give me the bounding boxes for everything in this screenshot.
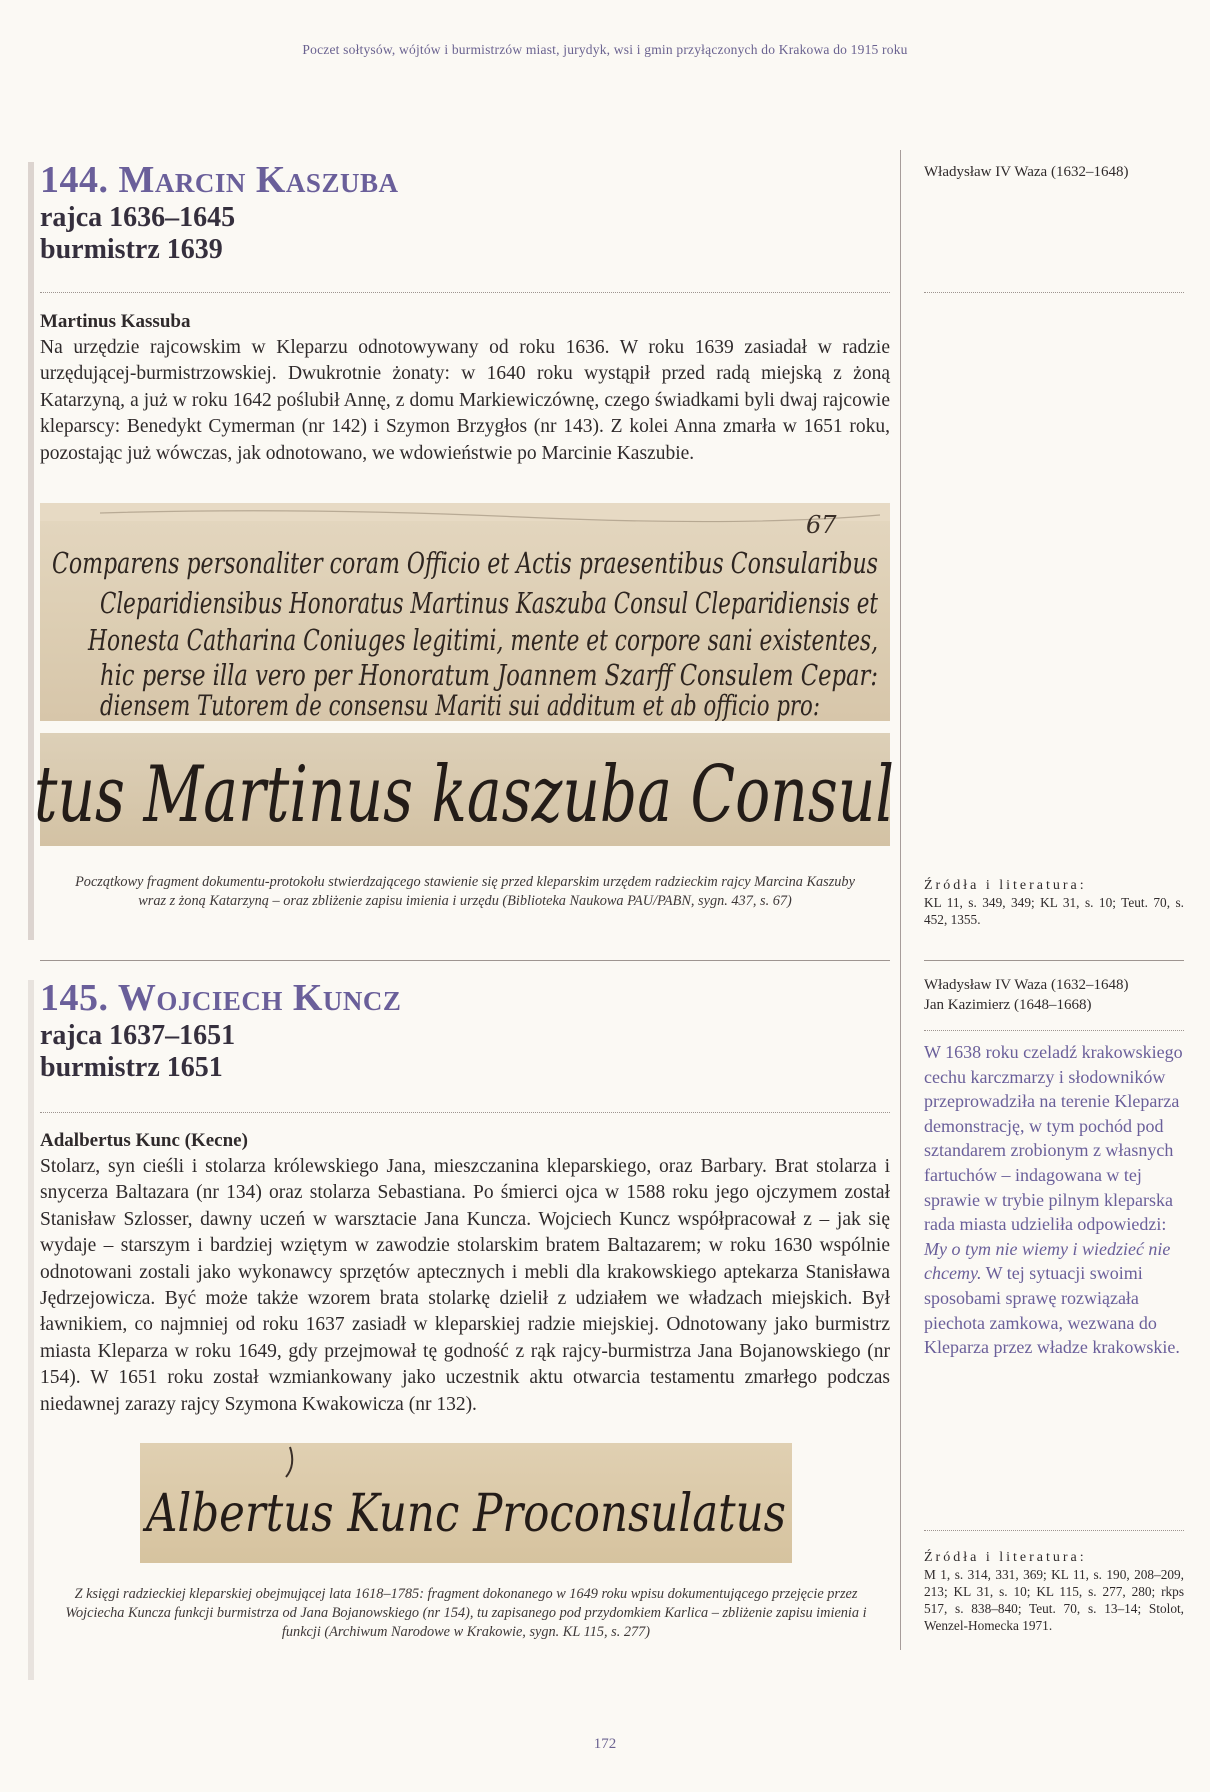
entry-145 (40, 976, 890, 1084)
sidebar-sources-145 (924, 1550, 1184, 1634)
biography-text: Stolarz, syn cieśli i stolarza królewskiego Jana, mieszczanina kleparskiego, oraz Barbary. Brat stolarza i snycerza Baltazara (nr 134) oraz stolarza Sebastiana. Po śmierci ojca w 1588 roku jego ojczymem został Stanisław Szlosser, dawny uczeń w warsztacie Jana Kuncza. Wojciech Kuncz współpracował z – jak się wydaje – starszym i bardziej wziętym w zawodzie stolarskim bratem Baltazarem; w roku 1630 wspólnie odnotowani zostali jako wykonawcy sprzętów aptecznych i mebli dla krakowskiego aptekarza Stanisława Jędrzejowicza. Być może także wzorem brata stolarkę dzielił z udziałem we władzach miejskich. Był ławnikiem, co najmniej od roku 1637 zasiadł w kleparskiej radzie miejskiej. Odnotowany jako burmistrz miasta Kleparza w roku 1649, gdy przejmował tę godność z rąk rajcy-burmistrza Jana Bojanowskiego (nr 154). W 1651 roku został wzmiankowany jako uczestnik aktu otwarcia testamentu zmarłego podczas niedawnej zarazy rajcy Szymona Kwakowicza (nr 132). (40, 1156, 890, 1415)
dotted-divider (40, 292, 890, 293)
dotted-divider (40, 1112, 890, 1113)
page-number: 172 (593, 1736, 617, 1752)
manuscript-closeup (140, 1443, 792, 1563)
manuscript-page-mark: 67 (806, 511, 837, 539)
running-head: Poczet sołtysów, wójtów i burmistrzów miast, jurydyk, wsi i gmin przyłączonych do Krakowa do 1915 roku (302, 42, 908, 57)
manuscript-closeup-svg (140, 1443, 792, 1563)
biography-text: Na urzędzie rajcowskim w Kleparzu odnotowywany od roku 1636. W roku 1639 zasiadał w radzie urzędującej-burmistrzowskiej. Dwukrotnie żonaty: w 1640 roku wystąpił przed radą miejską z żoną Katarzyną, a już w roku 1642 poślubił Annę, z domu Markiewiczównę, czego świadkami byli dwaj rajcowie kleparscy: Benedykt Cymerman (nr 142) i Szymon Brzygłos (nr 143). Z kolei Anna zmarła w 1651 roku, pozostając już wówczas, jak odnotowano, we wdowieństwie po Marcinie Kaszubie. (40, 337, 890, 464)
sidebar-dotted-divider (924, 1030, 1184, 1031)
manuscript-line: Cleparidiensibus Honoratus Martinus Kaszuba Consul Cleparidiensis et (100, 586, 879, 620)
sources-heading: Źródła i literatura: (924, 1550, 1087, 1565)
sidebar-note-quote: My o tym nie wiemy i wiedzieć nie chcemy. (924, 1238, 1171, 1284)
sidebar-dotted-divider (924, 1530, 1184, 1531)
image-caption: Początkowy fragment dokumentu-protokołu stwierdzającego stawienie się przed kleparskim urzędem radzieckim rajcy Marcina Kaszuby wraz z żoną Katarzyną – oraz zbliżenie zapisu imienia i urzędu (Biblioteka Naukowa PAU/PABN, sygn. 437, s. 67) (75, 874, 855, 909)
manuscript-line: diensem Tutorem de consensu Mariti sui additum et ab officio pro: (100, 689, 820, 722)
entry-name: Marcin Kaszuba (118, 159, 399, 201)
entry-145-biography (40, 1128, 890, 1418)
image-caption: Z księgi radzieckiej kleparskiej obejmującej lata 1618–1785: fragment dokonanego w 1649 roku wpisu dokumentującego przejęcie przez Wojciecha Kuncza funkcji burmistrza od Jana Bojanowskiego (nr 154), tu zapisanego pod przydomkiem Karlica – zbliżenie zapisu imienia i funkcji (Archiwum Narodowe w Krakowie, sygn. KL 115, s. 277) (65, 1586, 867, 1640)
entry-144 (40, 158, 890, 266)
reign-line: Władysław IV Waza (1632–1648) (924, 164, 1129, 180)
sources-heading: Źródła i literatura: (924, 878, 1087, 893)
reign-line: Władysław IV Waza (1632–1648) (924, 977, 1129, 993)
office-line: rajca 1636–1645 (40, 202, 236, 233)
latin-name: Martinus Kassuba (40, 311, 191, 332)
sidebar-note-part: W tej sytuacji swoimi sposobami sprawę rozwiązała piechota zamkowa, wezwana do Kleparza przez władze krakowskie. (924, 1263, 1180, 1358)
manuscript-svg (40, 503, 890, 721)
manuscript-line: Comparens personaliter coram Officio et Actis praesentibus Consularibus (52, 546, 878, 580)
manuscript-closeup-text: Albertus Kunc Proconsulatus (142, 1484, 787, 1544)
sidebar-dotted-divider (924, 292, 1184, 293)
latin-name: Adalbertus Kunc (Kecne) (40, 1130, 248, 1151)
sidebar-sources-144 (924, 878, 1184, 928)
manuscript-line: hic perse illa vero per Honoratum Joannem Szarff Consulem Cepar: (100, 658, 878, 692)
office-line: burmistrz 1639 (40, 234, 223, 265)
left-margin-bar (28, 980, 34, 1680)
reign-line: Jan Kazimierz (1648–1668) (924, 997, 1092, 1013)
column-divider (900, 150, 901, 1650)
manuscript-closeup-text: tus Martinus kaszuba Consul (34, 750, 894, 840)
sources-text: M 1, s. 314, 331, 369; KL 11, s. 190, 208–209, 213; KL 31, s. 10; KL 115, s. 277, 280; rkps 517, s. 838–840; Teut. 70, s. 13–14; Stolot, Wenzel-Homecka 1971. (924, 1567, 1184, 1633)
sidebar-note-text (924, 1040, 1184, 1360)
sources-text: KL 11, s. 349, 349; KL 31, s. 10; Teut. 70, s. 452, 1355. (924, 895, 1184, 927)
manuscript-closeup (34, 733, 894, 846)
sidebar-144 (924, 162, 1184, 182)
sidebar-separator (924, 960, 1184, 961)
office-line: rajca 1637–1651 (40, 1020, 236, 1051)
manuscript-image (40, 503, 890, 721)
sidebar-145 (924, 975, 1184, 1015)
entry-title (40, 158, 890, 202)
office-line: burmistrz 1651 (40, 1052, 223, 1083)
entry-separator (40, 960, 890, 961)
image-caption-144 (60, 873, 870, 911)
entry-number: 145. (40, 977, 109, 1019)
entry-name: Wojciech Kuncz (117, 977, 402, 1019)
entry-144-biography (40, 309, 890, 467)
image-caption-145 (48, 1585, 884, 1642)
sidebar-note (924, 1040, 1184, 1360)
entry-number: 144. (40, 159, 109, 201)
manuscript-closeup-svg (34, 733, 894, 846)
manuscript-line: Honesta Catharina Coniuges legitimi, mente et corpore sani existentes, (87, 623, 878, 657)
entry-title (40, 976, 890, 1020)
sidebar-note-part: W 1638 roku czeladź krakowskiego cechu karczmarzy i słodowników przeprowadziła na terenie Kleparza demonstrację, w tym pochód pod sztandarem zrobionym z własnych fartuchów – indagowana w tej sprawie w trybie pilnym kleparska rada miasta udzieliła odpowiedzi: (924, 1042, 1183, 1235)
